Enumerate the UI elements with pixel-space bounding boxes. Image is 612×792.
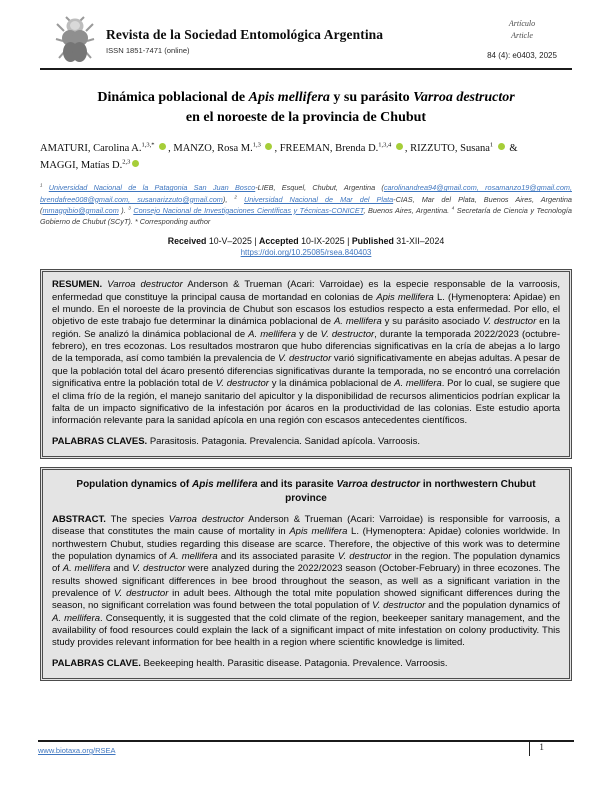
inline-link[interactable]: Universidad Nacional de la Patagonia San Juan Bosco [48,183,256,193]
orcid-icon[interactable] [132,160,139,167]
footer-row [38,742,574,756]
volume-citation: 84 (4): e0403, 2025 [487,51,557,60]
page-content [40,0,572,681]
abstract-box-english [40,467,572,681]
article-type-label-en: Article [511,31,533,40]
inline-link[interactable]: Consejo Nacional de Investigaciones Científicas y Técnicas-CONICET [133,205,364,215]
journal-masthead [40,16,572,64]
resumen-paragraph: RESUMEN. Varroa destructor Anderson & Trueman (Acari: Varroidae) es la especie responsable de la varroosis, enfermedad que constituye la principal causa de mortandad en colonias de Apis mellifera L. (Hymenoptera: Apidae) en el mundo. En el noroeste de la provincia de Chubut son escasos los estudios respecto a esta enfermedad. Por ello, el objetivo de este trabajo fue determinar la dinámica poblacional de A. mellifera y su parásito asociado V. destructor en la región. Se analizó la dinámica poblacional de A. mellifera y de V. destructor, durante la temporada 2022/2023 (octubre- febrero), en tres ecozonas. Los resultados mostraron que hubo diferencias significativas en la cría de abejas a lo largo de la temporada, así como también la prevalencia de V. destructor varió significativamente en abejas adultas. A pesar de que la población total del ácaro presentó diferencias significativas durante la temporada, no se encontró una correlación significativa entre la población total de V. destructor y la dinámica poblacional de A. mellifera. Por lo cual, se sugiere que el clima frío de la región, el manejo sanitario del apicultor y la disponibilidad de recursos alimenticios podrían explicar la falta de un impacto significativo de la infestación por ácaros en la productividad de las colonias. Este estudio aporta información relevante para la sanidad apícola en una región con escasos antecedentes científicos. [52,279,561,427]
orcid-icon[interactable] [498,143,505,150]
journal-beetle-logo-icon [55,16,95,64]
doi-line [40,248,572,257]
palabras-clave-en: PALABRAS CLAVE. Beekeeping health. Parasitic disease. Patagonia. Prevalence. Varroosis. [52,657,448,669]
journal-website-link[interactable]: www.biotaxa.org/RSEA [38,746,116,755]
inline-link[interactable]: carolinandrea94@gmail.com, rosamanzo19@gmail.com, brendafree008@gmail.com, susanarizzuto@gmail.com [40,183,572,204]
header-rule [40,68,572,70]
english-title: Population dynamics of Apis mellifera and its parasite Varroa destructor in northwestern Chubut province [76,478,536,504]
paper-title: Dinámica poblacional de Apis mellifera y su parásito Varroa destructor en el noroeste de la provincia de Chubut [97,90,515,126]
authors-line: AMATURI, Carolina A.$^{1,3,*}$ , MANZO, Rosa M.$^{1,3}$ , FREEMAN, Brenda D.$^{1,3,4}$ , RIZZUTO, Susana$^1$ & MAGGI, Matías D.$^{2,3}$ [40,141,518,171]
masthead-text [106,16,383,55]
article-type-label-es: Artículo [508,19,536,28]
orcid-icon[interactable] [396,143,403,150]
inline-link[interactable]: mmaggibio@gmail.com [42,205,119,215]
abstract-box-spanish [40,269,572,458]
inline-link[interactable]: Universidad Nacional de Mar del Plata [243,194,394,204]
page-footer [38,740,574,756]
orcid-icon[interactable] [159,143,166,150]
masthead-right [472,16,572,60]
affiliations-footnote: $^1$ Universidad Nacional de la Patagonia San Juan Bosco-LIEB, Esquel, Chubut, Argentina (carolinandrea94@gmail.com, rosamanzo19@gmail.com, brendafree008@gmail.com, susanarizzuto@gmail.com), $^2$ Universidad Nacional de Mar del Plata-CIAS, Mar del Plata, Buenos Aires, Argentina (mmaggibio@gmail.com ). $^3$ Consejo Nacional de Investigaciones Científicas y Técnicas-CONICET, Buenos Aires, Argentina. $^4$ Secretaría de Ciencia y Tecnología Gobierno de Chubut (SCyT). * Corresponding author [40,182,572,227]
dates-line: Received 10-V–2025 | Accepted 10-IX-2025 | Published 31-XII–2024 [167,236,445,247]
palabras-claves-es: PALABRAS CLAVES. Parasitosis. Patagonia. Prevalencia. Sanidad apícola. Varroosis. [52,435,421,447]
abstract-paragraph: ABSTRACT. The species Varroa destructor Anderson & Trueman (Acari: Varroidae) is responsible for varroosis, a disease that constitutes the main cause of mortality in Apis mellifera L. (Hymenoptera: Apidae) colonies worldwide. In northwestern Chubut, studies regarding this disease are scarce. Therefore, the objective of this work was to determine the population dynamics of A. mellifera and its associated parasite V. destructor in the region. The population dynamics of A. mellifera and V. destructor were analyzed during the 2022/2023 season (October-February) in three ecozones. The results showed significant differences in bee brood throughout the season, as well as a significant variation in the prevalence of V. destructor in adult bees. Although the total mite population showed significant differences during the season, no significant correlation was found between the total population of V. destructor and the population dynamics of A. mellifera. Consequently, it is suggested that the cold climate of the region, beekeeper sanitary management, and the availability of food resources could explain the lack of a significant impact of mite infestation on colony productivity. This study provides relevant information for bee health in a region where scientific knowledge is limited. [52,513,561,649]
page-number: 1 [529,742,548,756]
journal-title: Revista de la Sociedad Entomológica Argentina [106,27,384,42]
journal-issn: ISSN 1851-7471 (online) [106,46,190,55]
doi-link[interactable]: https://doi.org/10.25085/rsea.840403 [240,248,372,258]
orcid-icon[interactable] [265,143,272,150]
